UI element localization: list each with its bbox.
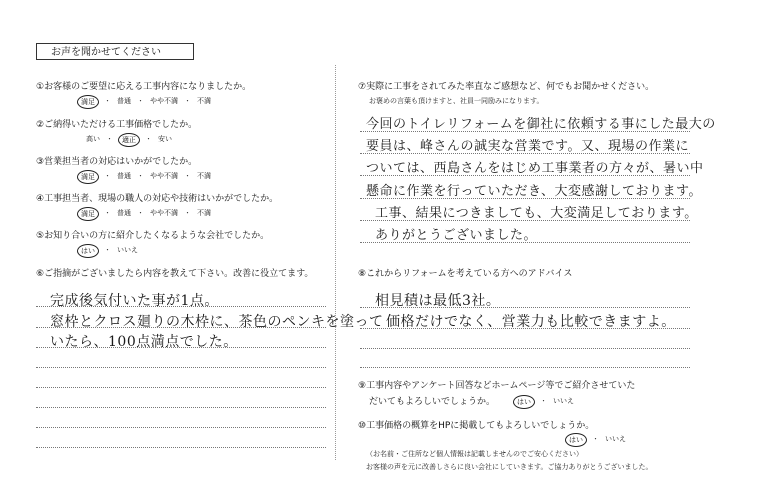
q1-label: ①お客様のご要望に応える工事内容になりましたか。	[36, 82, 252, 92]
q1-options: 満足 ・ 普通 ・ やや不満 ・ 不満	[78, 96, 211, 108]
q9-options: はい ・ いいえ	[514, 396, 574, 408]
q7-answer-line-3: ついては、西島さんをはじめ工事業者の方々が、暑い中	[366, 161, 704, 176]
q3-option-3[interactable]: やや不満	[150, 172, 178, 180]
q3-option-1[interactable]: 満足	[78, 171, 98, 183]
q6-answer-line-1: 完成後気付いた事が1点。	[50, 293, 219, 309]
q7-rule	[360, 198, 690, 199]
q6-rule	[36, 327, 326, 328]
q2-label: ②ご納得いただける工事価格でしたか。	[36, 120, 198, 130]
q7-answer-line-1: 今回のトイレリフォームを御社に依頼する事にした最大の	[366, 117, 716, 132]
q9-option-2[interactable]: いいえ	[553, 397, 574, 405]
q6-answer-line-2: 窓枠とクロス廻りの木枠に、茶色のペンキを塗って	[50, 314, 384, 330]
q7-note: お褒めの言葉も頂けますと、社員一同励みになります。	[369, 97, 544, 105]
q6-label: ⑥ご指摘がございましたら内容を教えて下さい。改善に役立てます。	[36, 269, 314, 279]
q1-option-3[interactable]: やや不満	[150, 97, 178, 105]
q7-rule	[360, 242, 690, 243]
q4-options: 満足 ・ 普通 ・ やや不満 ・ 不満	[78, 208, 211, 220]
q1-option-2[interactable]: 普通	[117, 97, 131, 105]
q6-answer-line-3: いたら、100点満点でした。	[50, 334, 238, 350]
q4-label: ④工事担当者、現場の職人の対応や技術はいかがでしたか。	[36, 194, 279, 204]
q4-option-2[interactable]: 普通	[117, 209, 131, 217]
q7-answer-line-4: 懸命に作業を行っていただき、大変感謝しております。	[366, 184, 702, 199]
q5-label: ⑤お知り合いの方に紹介したくなるような会社でしたか。	[36, 231, 270, 241]
q4-option-4[interactable]: 不満	[197, 209, 211, 217]
q4-option-3[interactable]: やや不満	[150, 209, 178, 217]
q8-rule	[360, 328, 690, 329]
q6-rule	[36, 347, 326, 348]
q4-option-1[interactable]: 満足	[78, 208, 98, 220]
column-divider	[335, 65, 336, 460]
q10-option-1[interactable]: はい	[566, 434, 586, 446]
q8-rule	[360, 307, 690, 308]
q7-rule	[360, 131, 690, 132]
q8-answer-line-1: 相見積は最低3社。	[375, 293, 501, 309]
q2-option-1[interactable]: 高い	[86, 135, 100, 143]
thank-you-note: お客様の声を元に改善しさらに良い会社にしていきます。ご協力ありがとうございました。	[366, 463, 653, 471]
q9-option-1[interactable]: はい	[514, 396, 534, 408]
q7-answer-line-6: ありがとうございました。	[375, 228, 538, 243]
q10-label: ⑩工事価格の概算をHPに掲載してもよろしいでしょうか。	[358, 421, 595, 431]
q6-rule	[36, 407, 326, 408]
q3-option-4[interactable]: 不満	[197, 172, 211, 180]
q5-options: はい ・ いいえ	[78, 245, 138, 257]
q5-option-1[interactable]: はい	[78, 245, 98, 257]
q3-label: ③営業担当者の対応はいかがでしたか。	[36, 157, 198, 167]
q10-options: はい ・ いいえ	[566, 434, 626, 446]
q7-answer-line-5: 工事、結果につきましても、大変満足しております。	[375, 206, 698, 221]
survey-header: お声を聞かせてください	[36, 43, 194, 60]
q8-label: ⑧これからリフォームを考えている方へのアドバイス	[358, 269, 573, 279]
q1-option-4[interactable]: 不満	[197, 97, 211, 105]
q5-option-2[interactable]: いいえ	[117, 246, 138, 254]
q2-option-2[interactable]: 適正	[119, 134, 139, 146]
q6-rule	[36, 387, 326, 388]
q6-rule	[36, 427, 326, 428]
q7-answer-line-2: 要員は、峰さんの誠実な営業です。又、現場の作業に	[366, 139, 689, 154]
q3-options: 満足 ・ 普通 ・ やや不満 ・ 不満	[78, 171, 211, 183]
q6-rule	[36, 367, 326, 368]
q3-option-2[interactable]: 普通	[117, 172, 131, 180]
q1-option-1[interactable]: 満足	[78, 96, 98, 108]
q10-option-2[interactable]: いいえ	[605, 435, 626, 443]
q7-label: ⑦実際に工事をされてみた率直なご感想など、何でもお聞かせください。	[358, 82, 655, 92]
q8-rule	[360, 348, 690, 349]
q8-rule	[360, 367, 690, 368]
q7-rule	[360, 175, 690, 176]
q7-rule	[360, 220, 690, 221]
q2-option-3[interactable]: 安い	[158, 135, 172, 143]
q2-options: 高い ・ 適正 ・ 安い	[86, 135, 172, 144]
q9-label-line-2: だいてもよろしいでしょうか。	[369, 397, 496, 407]
q6-rule	[36, 447, 326, 448]
privacy-note: （お名前・ご住所など個人情報は記載しませんのでご安心ください）	[366, 450, 583, 458]
q6-rule	[36, 306, 326, 307]
q9-label-line-1: ⑨工事内容やアンケート回答などホームページ等でご紹介させていた	[358, 381, 636, 391]
q7-rule	[360, 153, 690, 154]
q8-answer-line-2: 価格だけでなく、営業力も比較できますよ。	[386, 314, 676, 330]
